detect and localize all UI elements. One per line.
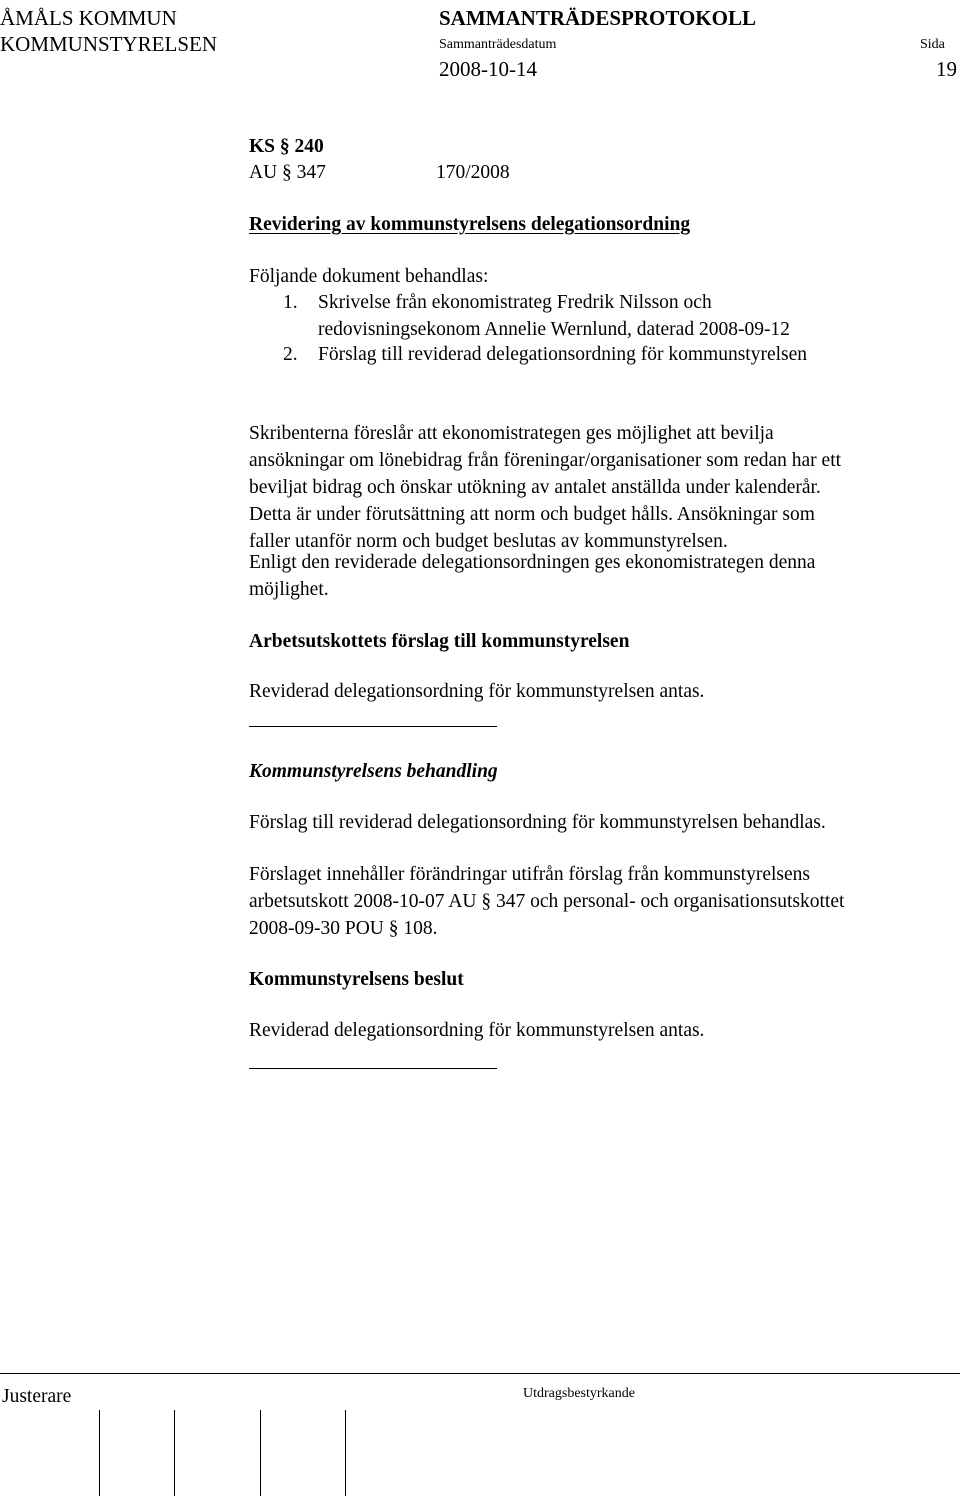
date-label: Sammanträdesdatum — [439, 37, 557, 52]
paragraph-line: beviljat bidrag och önskar utökning av antalet anställda under kalenderår. — [249, 477, 821, 498]
body-paragraph-1 — [249, 420, 949, 555]
paragraph-line: 2008-09-30 POU § 108. — [249, 918, 438, 939]
signature-divider — [99, 1410, 100, 1496]
ks-handling-text: Förslag till reviderad delegationsordning för kommunstyrelsen behandlas. — [249, 812, 826, 833]
ks-handling-paragraph — [249, 861, 949, 942]
org-name: ÅMÅLS KOMMUN — [0, 6, 177, 30]
list-item — [318, 341, 807, 368]
department-name: KOMMUNSTYRELSEN — [0, 32, 218, 56]
documents-intro: Följande dokument behandlas: — [249, 266, 489, 287]
footer-rule — [0, 1373, 960, 1374]
paragraph-line: Enligt den reviderade delegationsordningen ges ekonomistrategen denna — [249, 552, 816, 573]
justerare-label: Justerare — [2, 1386, 72, 1407]
decision-text: Reviderad delegationsordning för kommunstyrelsen antas. — [249, 1020, 705, 1041]
signature-divider — [174, 1410, 175, 1496]
paragraph-line: möjlighet. — [249, 579, 329, 600]
signature-divider — [260, 1410, 261, 1496]
case-number: 170/2008 — [436, 162, 510, 183]
separator-line — [249, 1068, 497, 1069]
paragraph-line: Detta är under förutsättning att norm och budget hålls. Ansökningar som — [249, 504, 815, 525]
list-item-line: Förslag till reviderad delegationsordning för kommunstyrelsen — [318, 344, 808, 365]
list-item — [318, 289, 790, 343]
ks-handling-heading: Kommunstyrelsens behandling — [249, 761, 498, 782]
meeting-date: 2008-10-14 — [439, 57, 537, 81]
list-item-line: Skrivelse från ekonomistrateg Fredrik Nilsson och — [318, 292, 712, 313]
list-item-number: 1. — [283, 292, 298, 313]
paragraph-line: Förslaget innehåller förändringar utifrån förslag från kommunstyrelsens — [249, 864, 810, 885]
signature-divider — [345, 1410, 346, 1496]
list-item-line: redovisningsekonom Annelie Wernlund, daterad 2008-09-12 — [318, 319, 790, 340]
body-paragraph-2 — [249, 549, 949, 603]
separator-line — [249, 726, 497, 727]
paragraph-line: arbetsutskott 2008-10-07 AU § 347 och personal- och organisationsutskottet — [249, 891, 845, 912]
au-proposal-heading: Arbetsutskottets förslag till kommunstyrelsen — [249, 631, 630, 652]
ks-paragraph: KS § 240 — [249, 136, 324, 157]
au-proposal-text: Reviderad delegationsordning för kommunstyrelsen antas. — [249, 681, 705, 702]
au-paragraph: AU § 347 — [249, 162, 326, 183]
page-title: Revidering av kommunstyrelsens delegationsordning — [249, 214, 691, 235]
paragraph-line: Skribenterna föreslår att ekonomistrategen ges möjlighet att bevilja — [249, 423, 774, 444]
paragraph-line: ansökningar om lönebidrag från föreningar/organisationer som redan har ett — [249, 450, 842, 471]
utdragsbestyrkande-label: Utdragsbestyrkande — [523, 1386, 635, 1401]
page-number: 19 — [936, 57, 957, 81]
paragraph-line: faller utanför norm och budget beslutas av kommunstyrelsen. — [249, 531, 728, 552]
decision-heading: Kommunstyrelsens beslut — [249, 969, 464, 990]
list-item-number: 2. — [283, 344, 298, 365]
page-label: Sida — [920, 37, 945, 52]
document-type: SAMMANTRÄDESPROTOKOLL — [439, 6, 756, 30]
